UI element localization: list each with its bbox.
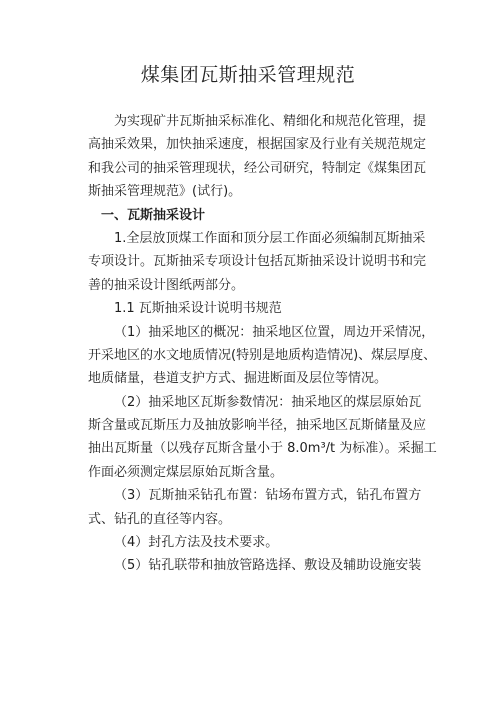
document-title: 煤集团瓦斯抽采管理规范 <box>140 64 356 86</box>
text-line: 斯含量或瓦斯压力及抽放影响半径，抽采地区瓦斯储量及应 <box>88 418 427 434</box>
document-body <box>88 110 437 578</box>
paragraph-item <box>88 531 424 554</box>
text-line: （1）抽采地区的概况：抽采地区位置，周边开采情况， <box>114 324 435 340</box>
section-heading <box>88 204 424 227</box>
paragraph-item <box>88 321 437 391</box>
text-line: 高抽采效果，加快抽采速度，根据国家及行业有关规范规定 <box>88 137 427 153</box>
text-line: 和我公司的抽采管理现状，经公司研究，特制定《煤集团瓦 <box>88 160 427 176</box>
text-line: （2）抽采地区瓦斯参数情况：抽采地区的煤层原始瓦 <box>114 394 422 410</box>
paragraph-item <box>88 554 424 577</box>
paragraph-intro <box>88 110 427 204</box>
text-line: 专项设计。瓦斯抽采专项设计包括瓦斯抽采设计说明书和完 <box>88 254 427 270</box>
text-line: 作面必须测定煤层原始瓦斯含量。 <box>88 464 284 480</box>
text-line: （5）钻孔联带和抽放管路选择、敷设及辅助设施安装 <box>114 558 422 574</box>
text-line: 1.全层放顶煤工作面和顶分层工作面必须编制瓦斯抽采 <box>114 230 426 246</box>
text-line: 开采地区的水文地质情况(特别是地质构造情况)、煤层厚度、 <box>88 347 437 363</box>
text-line: 抽出瓦斯量（以残存瓦斯含量小于 8.0m³/t 为标准）。采掘工 <box>88 441 437 457</box>
text-line: （4）封孔方法及技术要求。 <box>114 535 279 551</box>
text-line: 地质储量，巷道支护方式、掘进断面及层位等情况。 <box>88 371 388 387</box>
paragraph-item <box>88 227 427 297</box>
subsection-heading <box>88 297 424 320</box>
paragraph-item <box>88 391 437 485</box>
heading-text: 一、瓦斯抽采设计 <box>101 207 206 223</box>
text-line: 善的抽采设计图纸两部分。 <box>88 277 245 293</box>
text-line: （3）瓦斯抽采钻孔布置：钻场布置方式，钻孔布置方 <box>114 488 422 504</box>
text-line: 为实现矿井瓦斯抽采标准化、精细化和规范化管理，提 <box>114 114 427 129</box>
paragraph-item <box>88 484 424 531</box>
text-line: 式、钻孔的直径等内容。 <box>88 511 232 527</box>
text-line: 斯抽采管理规范》(试行)。 <box>88 184 242 200</box>
subheading-text: 1.1 瓦斯抽采设计说明书规范 <box>114 301 282 317</box>
